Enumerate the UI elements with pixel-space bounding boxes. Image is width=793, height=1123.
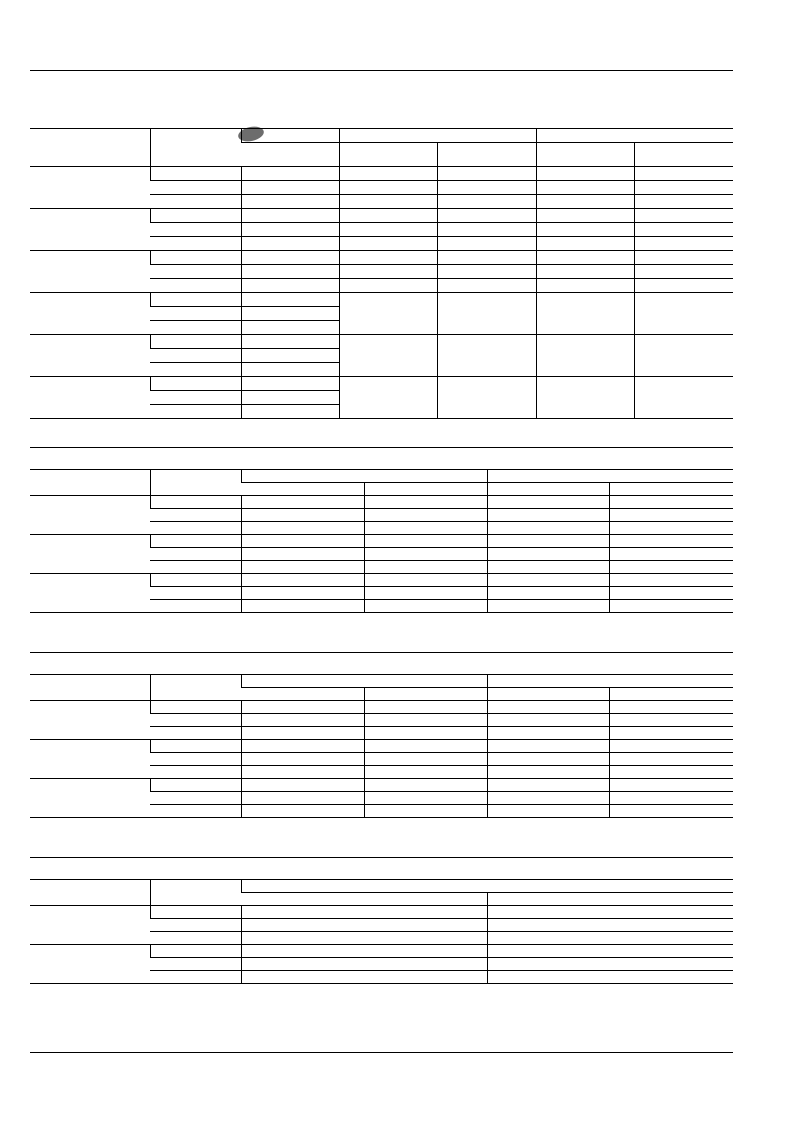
table-cell: [634, 181, 733, 195]
table-cell: [364, 548, 487, 561]
table-cell: [487, 701, 609, 714]
table-cell: [150, 293, 241, 307]
table-cell: [150, 363, 241, 377]
table-row: [30, 293, 733, 307]
table-row: [30, 167, 733, 181]
table-cell: [150, 958, 241, 971]
table-cell: [150, 237, 241, 251]
table-cell: [487, 932, 733, 945]
merged-cell: [339, 335, 437, 377]
table-cell: [150, 535, 241, 548]
table-cell: [241, 574, 364, 587]
table-cell: [241, 167, 339, 181]
merged-cell: [536, 293, 634, 335]
table-cell: [609, 792, 733, 805]
table-cell: [487, 535, 609, 548]
table-cell: [241, 391, 339, 405]
table-cell: [364, 714, 487, 727]
table-row: [30, 209, 733, 223]
table-row: [30, 535, 733, 548]
table1-subheader: [634, 143, 733, 167]
footer-rule: [30, 1052, 733, 1053]
table-cell: [241, 945, 487, 958]
table-cell: [241, 181, 339, 195]
table-cell: [364, 574, 487, 587]
table-cell: [487, 727, 609, 740]
table-cell: [241, 753, 364, 766]
table-row: [30, 945, 733, 958]
table3-col-group-header: [241, 675, 487, 688]
table-cell: [150, 349, 241, 363]
table2-row-group-label: [30, 535, 150, 574]
table1-row-group-label: [30, 293, 150, 335]
table-cell: [150, 279, 241, 293]
table-cell: [487, 740, 609, 753]
table-cell: [536, 181, 634, 195]
table1-col-group-header: [339, 129, 536, 143]
table-cell: [487, 753, 609, 766]
table1-subheader: [339, 143, 437, 167]
table2-row-group-label: [30, 496, 150, 535]
table-cell: [364, 535, 487, 548]
table-cell: [241, 587, 364, 600]
table-cell: [241, 209, 339, 223]
table-cell: [241, 932, 487, 945]
table-row: [30, 377, 733, 391]
table-cell: [364, 805, 487, 818]
table1-row-group-label: [30, 377, 150, 419]
merged-cell: [437, 377, 536, 419]
table-cell: [150, 335, 241, 349]
merged-cell: [437, 335, 536, 377]
table-cell: [241, 377, 339, 391]
table-cell: [634, 223, 733, 237]
table-cell: [437, 181, 536, 195]
table-cell: [150, 209, 241, 223]
table1-corner-header: [30, 129, 150, 167]
table-cell: [241, 279, 339, 293]
table-cell: [609, 509, 733, 522]
table4-row-group-label: [30, 906, 150, 945]
table-cell: [150, 307, 241, 321]
table-cell: [150, 945, 241, 958]
specification-table-4: [30, 879, 733, 984]
table3-title-rule: [30, 652, 733, 653]
table-cell: [609, 727, 733, 740]
table-row: [30, 701, 733, 714]
table-cell: [241, 251, 339, 265]
table2-subheader: [487, 483, 609, 496]
table-cell: [339, 265, 437, 279]
merged-cell: [536, 377, 634, 419]
table-row: [30, 779, 733, 792]
table-cell: [487, 561, 609, 574]
table-cell: [339, 167, 437, 181]
table-cell: [150, 574, 241, 587]
specification-table-1: [30, 128, 733, 419]
table-cell: [241, 349, 339, 363]
table-cell: [364, 779, 487, 792]
table-cell: [241, 792, 364, 805]
table-cell: [487, 714, 609, 727]
table-cell: [609, 548, 733, 561]
table-cell: [241, 321, 339, 335]
table-cell: [437, 265, 536, 279]
table-cell: [339, 181, 437, 195]
table-cell: [487, 509, 609, 522]
table-row: [30, 496, 733, 509]
table3-row-group-label: [30, 701, 150, 740]
table2-subheader: [609, 483, 733, 496]
table1-col-group-header: [536, 129, 733, 143]
table-cell: [150, 714, 241, 727]
merged-cell: [536, 335, 634, 377]
table-cell: [150, 377, 241, 391]
table-cell: [364, 792, 487, 805]
table-cell: [150, 391, 241, 405]
table-cell: [609, 496, 733, 509]
table-cell: [241, 496, 364, 509]
table-cell: [437, 223, 536, 237]
table-cell: [241, 958, 487, 971]
table-cell: [150, 587, 241, 600]
table-cell: [339, 223, 437, 237]
table-cell: [609, 522, 733, 535]
table-cell: [487, 919, 733, 932]
merged-cell: [339, 377, 437, 419]
table-cell: [609, 740, 733, 753]
table-cell: [487, 766, 609, 779]
table-cell: [487, 971, 733, 984]
table-cell: [487, 945, 733, 958]
table-cell: [150, 906, 241, 919]
table-cell: [150, 195, 241, 209]
table-cell: [364, 701, 487, 714]
table-cell: [150, 971, 241, 984]
table-cell: [364, 727, 487, 740]
table-cell: [150, 740, 241, 753]
table2-corner-header: [30, 470, 150, 496]
table-cell: [241, 561, 364, 574]
table-cell: [536, 265, 634, 279]
table-cell: [609, 701, 733, 714]
table1-row-group-label: [30, 251, 150, 293]
table-cell: [241, 701, 364, 714]
table-cell: [364, 522, 487, 535]
table-cell: [241, 307, 339, 321]
table-cell: [150, 496, 241, 509]
table4-subheader: [487, 893, 733, 906]
table-cell: [150, 919, 241, 932]
table-cell: [364, 509, 487, 522]
table-cell: [150, 753, 241, 766]
table-cell: [150, 805, 241, 818]
table-cell: [241, 740, 364, 753]
table-cell: [150, 181, 241, 195]
table3-col-header: [150, 675, 241, 701]
table-cell: [634, 251, 733, 265]
table-cell: [634, 237, 733, 251]
table-cell: [150, 727, 241, 740]
table-cell: [241, 919, 487, 932]
merged-cell: [634, 335, 733, 377]
table3-col-group-header: [487, 675, 733, 688]
table-cell: [609, 805, 733, 818]
table-cell: [634, 195, 733, 209]
merged-cell: [339, 293, 437, 335]
table-cell: [364, 587, 487, 600]
table-cell: [634, 265, 733, 279]
table-cell: [437, 279, 536, 293]
table-cell: [609, 600, 733, 613]
table-cell: [609, 766, 733, 779]
table2-subheader: [241, 483, 364, 496]
table1-subheader: [536, 143, 634, 167]
table-cell: [487, 496, 609, 509]
table-cell: [241, 535, 364, 548]
table3-row-group-label: [30, 740, 150, 779]
table1-col-header: [150, 129, 241, 167]
merged-cell: [437, 293, 536, 335]
table-row: [30, 251, 733, 265]
table-cell: [634, 167, 733, 181]
table-cell: [437, 209, 536, 223]
table1-row-group-label: [30, 209, 150, 251]
table-cell: [241, 714, 364, 727]
table-cell: [150, 522, 241, 535]
table-cell: [609, 561, 733, 574]
table-cell: [609, 535, 733, 548]
table-cell: [487, 600, 609, 613]
table-cell: [536, 195, 634, 209]
table-cell: [364, 561, 487, 574]
table4-corner-header: [30, 880, 150, 906]
table3-subheader: [487, 688, 609, 701]
table1-row-group-label: [30, 167, 150, 209]
table-cell: [364, 753, 487, 766]
table-cell: [487, 906, 733, 919]
specification-table-3: [30, 674, 733, 818]
table-cell: [241, 363, 339, 377]
table-cell: [339, 237, 437, 251]
header-rule: [30, 70, 733, 71]
table-cell: [241, 766, 364, 779]
table-cell: [150, 766, 241, 779]
table2-col-header: [150, 470, 241, 496]
table-cell: [241, 548, 364, 561]
table2-col-group-header: [241, 470, 487, 483]
table-cell: [150, 779, 241, 792]
table-cell: [487, 779, 609, 792]
table-cell: [241, 727, 364, 740]
table-row: [30, 335, 733, 349]
table-cell: [241, 195, 339, 209]
table-cell: [150, 251, 241, 265]
table-cell: [150, 405, 241, 419]
table-cell: [241, 335, 339, 349]
table-cell: [634, 279, 733, 293]
table1-col-header: [241, 129, 339, 143]
table-row: [30, 740, 733, 753]
table-cell: [150, 223, 241, 237]
table-cell: [364, 766, 487, 779]
table-cell: [487, 522, 609, 535]
table-cell: [609, 753, 733, 766]
table-cell: [339, 279, 437, 293]
table-cell: [364, 740, 487, 753]
table-cell: [150, 167, 241, 181]
table3-row-group-label: [30, 779, 150, 818]
table4-col-group-header: [241, 880, 733, 893]
table-cell: [339, 195, 437, 209]
table3-subheader: [609, 688, 733, 701]
table-cell: [609, 587, 733, 600]
table2-title-rule: [30, 447, 733, 448]
table4-title-rule: [30, 857, 733, 858]
table-cell: [241, 237, 339, 251]
table-cell: [437, 251, 536, 265]
table-cell: [241, 971, 487, 984]
table-cell: [609, 574, 733, 587]
table4-subheader: [241, 893, 487, 906]
table-cell: [150, 792, 241, 805]
table4-row-group-label: [30, 945, 150, 984]
table-cell: [241, 522, 364, 535]
table-cell: [150, 265, 241, 279]
merged-cell: [634, 293, 733, 335]
table-cell: [437, 167, 536, 181]
table2-subheader: [364, 483, 487, 496]
table-cell: [487, 792, 609, 805]
table-cell: [241, 223, 339, 237]
table-row: [30, 906, 733, 919]
table1-subheader: [241, 143, 339, 167]
table-cell: [150, 321, 241, 335]
table-cell: [150, 548, 241, 561]
table-cell: [241, 600, 364, 613]
table-cell: [339, 209, 437, 223]
table2-row-group-label: [30, 574, 150, 613]
table-cell: [241, 405, 339, 419]
table3-corner-header: [30, 675, 150, 701]
table1-subheader: [437, 143, 536, 167]
table-cell: [487, 805, 609, 818]
table-cell: [536, 279, 634, 293]
table-cell: [437, 195, 536, 209]
table-cell: [487, 574, 609, 587]
table-cell: [150, 701, 241, 714]
table-cell: [609, 714, 733, 727]
table-row: [30, 574, 733, 587]
specification-table-2: [30, 469, 733, 613]
table-cell: [487, 587, 609, 600]
table-cell: [241, 779, 364, 792]
table-cell: [536, 237, 634, 251]
table-cell: [241, 293, 339, 307]
table1-row-group-label: [30, 335, 150, 377]
table-cell: [241, 906, 487, 919]
table-cell: [364, 496, 487, 509]
table-cell: [536, 209, 634, 223]
table-cell: [150, 561, 241, 574]
table-cell: [536, 223, 634, 237]
table-cell: [437, 237, 536, 251]
table3-subheader: [241, 688, 364, 701]
table-cell: [609, 779, 733, 792]
table-cell: [150, 509, 241, 522]
table-cell: [536, 251, 634, 265]
table-cell: [339, 251, 437, 265]
table-cell: [241, 265, 339, 279]
table-cell: [364, 600, 487, 613]
table-cell: [536, 167, 634, 181]
table-cell: [241, 805, 364, 818]
table4-col-header: [150, 880, 241, 906]
table-cell: [241, 509, 364, 522]
table3-subheader: [364, 688, 487, 701]
table-cell: [150, 932, 241, 945]
table-cell: [487, 958, 733, 971]
table-cell: [150, 600, 241, 613]
table-cell: [487, 548, 609, 561]
table-cell: [634, 209, 733, 223]
merged-cell: [634, 377, 733, 419]
table2-col-group-header: [487, 470, 733, 483]
